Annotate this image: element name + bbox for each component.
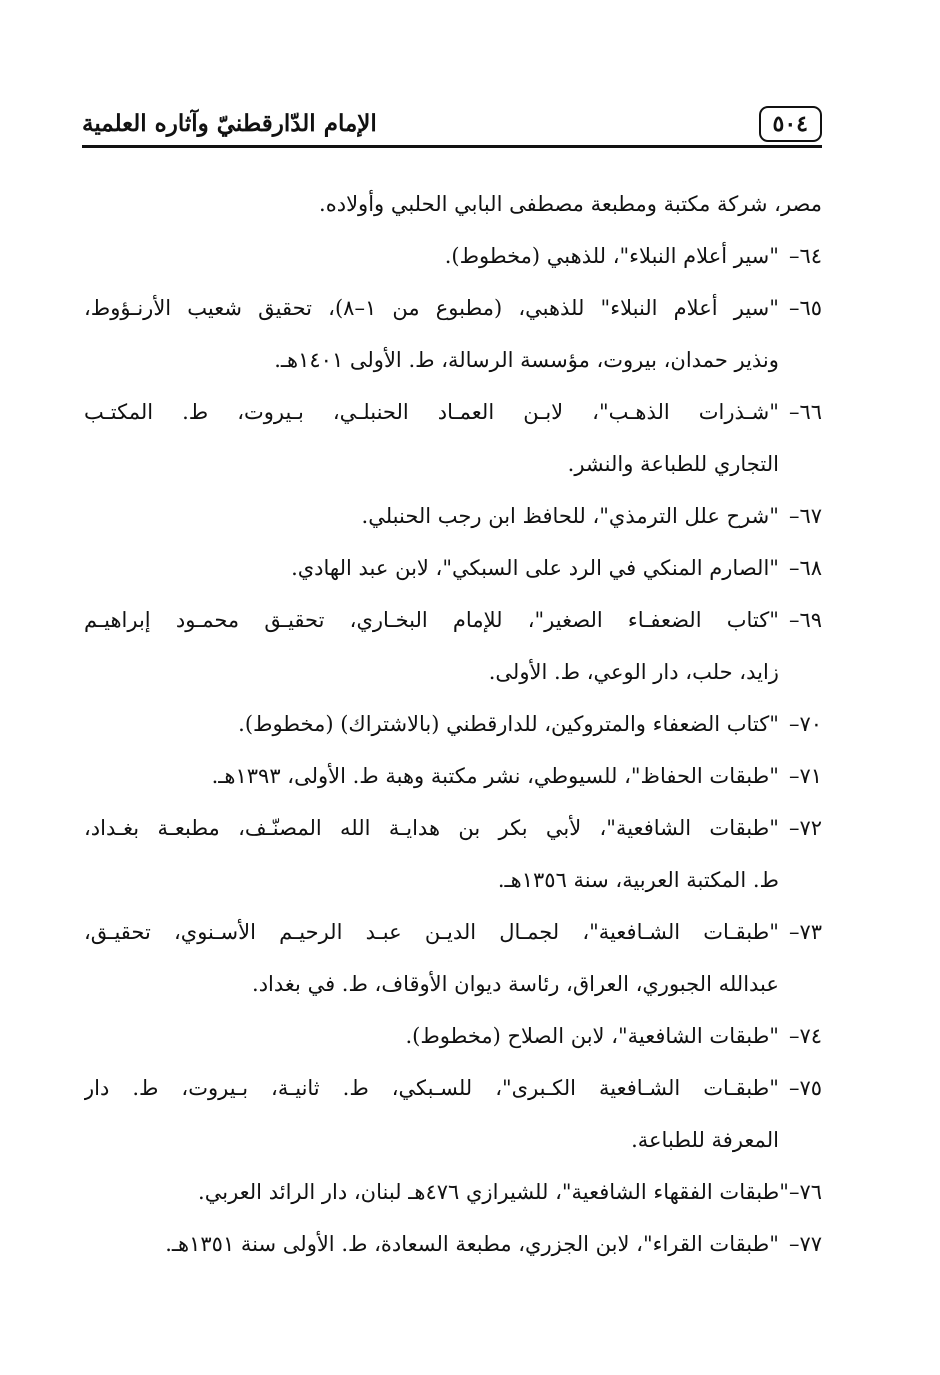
entry-text — [84, 386, 779, 490]
entry-text — [84, 1062, 779, 1166]
bibliography-entry — [84, 542, 822, 594]
entry-line: المعرفة للطباعة. — [631, 1128, 779, 1152]
entry-number: ٦٦– — [788, 400, 822, 424]
entry-line: "شرح علل الترمذي"، للحافظ ابن رجب الحنبلي. — [361, 504, 779, 528]
entry-number: ٧٤– — [788, 1024, 822, 1048]
entry-text — [84, 542, 779, 594]
entry-line: "سير أعلام النبلاء"، للذهبي (مخطوط). — [444, 244, 779, 268]
continuation-line: مصر، شركة مكتبة ومطبعة مصطفى البابي الحلبي وأولاده. — [319, 192, 822, 216]
bibliography-entry — [84, 282, 822, 386]
entry-text — [84, 1218, 779, 1270]
bibliography-entry — [84, 802, 822, 906]
entry-text — [84, 698, 779, 750]
page-number-badge: ٥٠٤ — [759, 106, 822, 142]
bibliography-list — [84, 178, 822, 1270]
header-rule — [82, 145, 822, 148]
entry-text — [84, 802, 779, 906]
bibliography-entry — [84, 230, 822, 282]
bibliography-entry — [84, 1062, 822, 1166]
entry-line: "كتاب الضعفاء والمتروكين، للدارقطني (بالاشتراك) (مخطوط). — [238, 712, 779, 736]
running-title: الإمام الدّارقطنيّ وآثاره العلمية — [82, 110, 377, 137]
entry-line: التجاري للطباعة والنشر. — [567, 452, 779, 476]
running-header — [82, 104, 822, 148]
entry-number: ٧١– — [788, 764, 822, 788]
entry-line: "كتاب الضعفـاء الصغير"، للإمام البخـاري، تحقيـق محمـود إبراهيـم — [84, 608, 779, 632]
entry-line: "طبقـات الشـافعية الكـبرى"، للسـبكي، ط. ثانيـة، بـيروت، ط. دار — [84, 1076, 779, 1100]
bibliography-entry — [84, 490, 822, 542]
entry-line: "طبقات الشافعية"، لأبي بكر بن هدايـة الله المصنّـف، مطبعـة بغـداد، — [84, 816, 779, 840]
entry-number: ٦٤– — [788, 244, 822, 268]
entry-number: ٦٩– — [788, 608, 822, 632]
entries-container — [84, 230, 822, 1270]
entry-number: ٦٨– — [788, 556, 822, 580]
entry-number: ٧٧– — [788, 1232, 822, 1256]
entry-text — [84, 1010, 779, 1062]
entry-text — [84, 490, 779, 542]
entry-number: ٧٣– — [788, 920, 822, 944]
entry-number: ٦٥– — [788, 296, 822, 320]
entry-text — [84, 230, 779, 282]
bibliography-entry — [84, 1218, 822, 1270]
entry-number: ٧٥– — [788, 1076, 822, 1100]
bibliography-entry — [84, 906, 822, 1010]
entry-line: "طبقات القراء"، لابن الجزري، مطبعة السعادة، ط. الأولى سنة ١٣٥١هـ. — [165, 1232, 779, 1256]
entry-number: ٧٢– — [788, 816, 822, 840]
entry-line: "طبقـات الشـافعية"، لجمـال الديـن عبـد الرحيـم الأسـنوي، تحقيـق، — [84, 920, 779, 944]
bibliography-entry — [84, 698, 822, 750]
entry-text — [84, 594, 779, 698]
entry-line: "شـذرات الذهـب"، لابـن العمـاد الحنبلـي، بـيروت، ط. المكتـب — [84, 400, 779, 424]
entry-text — [84, 282, 779, 386]
entry-number: ٦٧– — [788, 504, 822, 528]
bibliography-entry — [84, 594, 822, 698]
entry-number: ٧٦– — [788, 1180, 822, 1204]
entry-text — [84, 1166, 789, 1218]
bibliography-entry — [84, 750, 822, 802]
bibliography-entry — [84, 386, 822, 490]
entry-text — [84, 750, 779, 802]
entry-line: "طبقات الفقهاء الشافعية"، للشيرازي ٤٧٦هـ لبنان، دار الرائد العربي. — [198, 1180, 789, 1204]
entry-line: "الصارم المنكي في الرد على السبكي"، لابن عبد الهادي. — [291, 556, 779, 580]
entry-line: "طبقات الشافعية"، لابن الصلاح (مخطوط). — [405, 1024, 779, 1048]
entry-text — [84, 906, 779, 1010]
entry-line: زايد، حلب، دار الوعي، ط. الأولى. — [488, 660, 779, 684]
bibliography-entry — [84, 1166, 822, 1218]
bibliography-entry — [84, 1010, 822, 1062]
entry-line: ط. المكتبة العربية، سنة ١٣٥٦هـ. — [497, 868, 779, 892]
entry-line: "سير أعلام النبلاء" للذهبي، (مطبوع من ١–٨)، تحقيق شعيب الأرنـؤوط، — [84, 296, 779, 320]
entry-line: "طبقات الحفاظ"، للسيوطي، نشر مكتبة وهبة ط. الأولى، ١٣٩٣هـ. — [211, 764, 779, 788]
entry-line: ونذير حمدان، بيروت، مؤسسة الرسالة، ط. الأولى ١٤٠١هـ. — [274, 348, 779, 372]
continuation-paragraph — [84, 178, 822, 230]
entry-number: ٧٠– — [788, 712, 822, 736]
entry-line: عبدالله الجبوري، العراق، رئاسة ديوان الأوقاف، ط. في بغداد. — [252, 972, 779, 996]
